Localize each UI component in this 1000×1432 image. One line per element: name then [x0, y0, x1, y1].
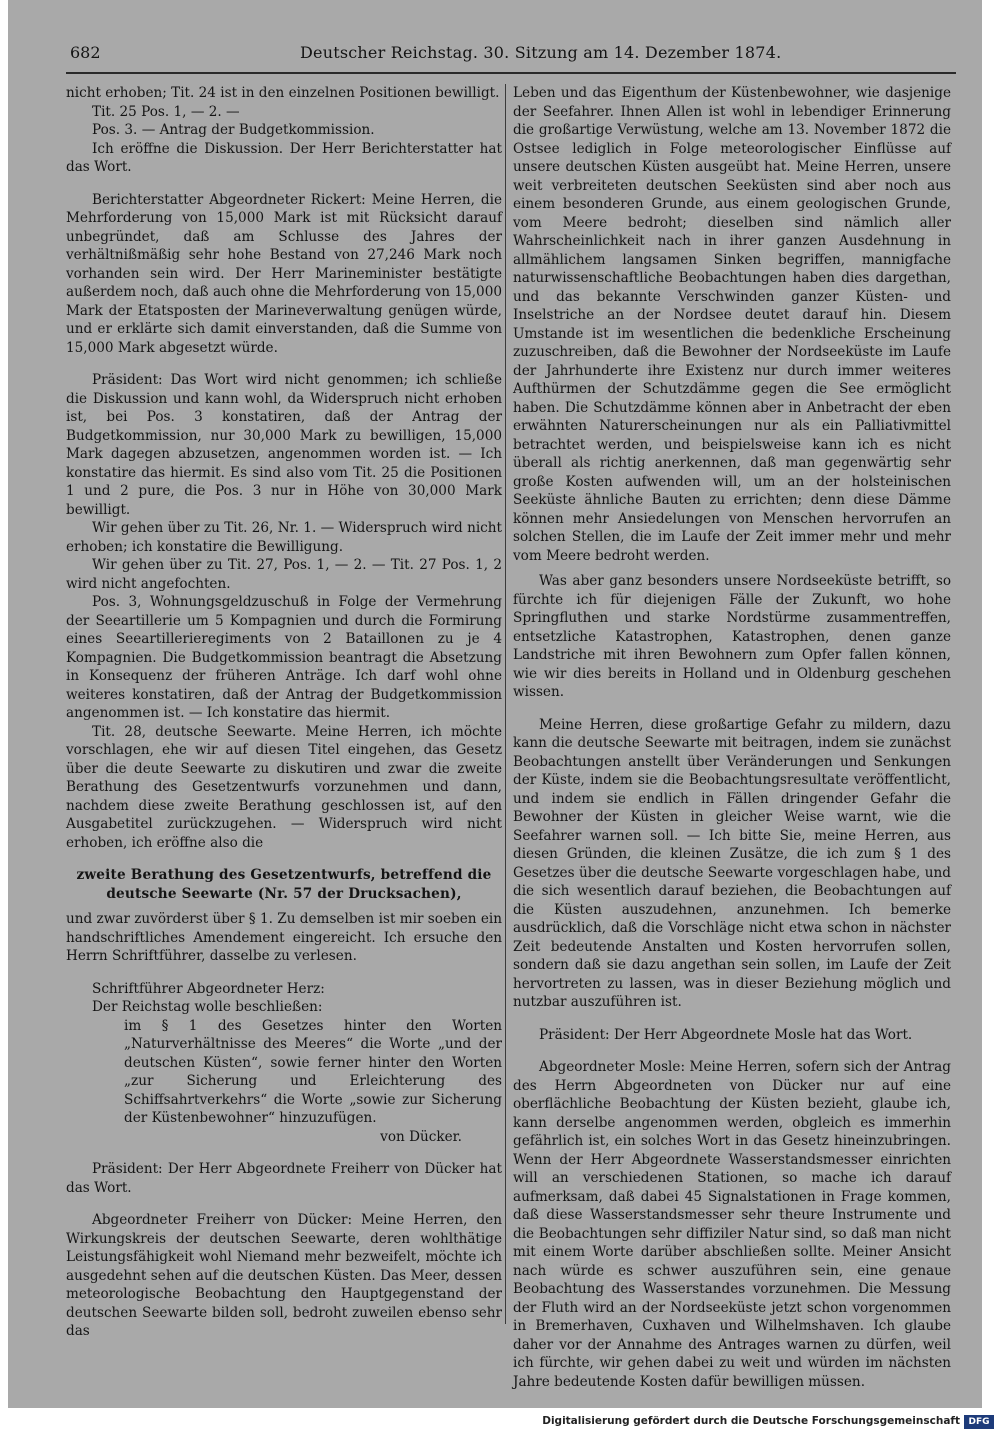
footer-bar	[0, 1414, 1000, 1432]
paragraph: Tit. 25 Pos. 1, — 2. —	[92, 103, 240, 120]
paragraph: Pos. 3. — Antrag der Budgetkommission.	[92, 122, 375, 138]
speech-duecker: Abgeordneter Freiherr von Dücker: Meine Herren, den Wirkungskreis der deutschen Seewarte, deren wohlthätige Leistungsfähigkeit wohl Niemand mehr bezweifelt, möchte ich ausgedehnt sehen auf die deutschen Küsten. Das Meer, dessen meteorologische Beobachtung den Hauptgegenstand der deutschen Seewarte bilden soll, bedroht zuweilen ebenso sehr das	[66, 1212, 502, 1339]
speech-president: Präsident: Der Herr Abgeordnete Freiherr von Dücker hat das Wort.	[66, 1161, 502, 1196]
right-column	[513, 84, 951, 1391]
amendment-text: im § 1 des Gesetzes hinter den Worten „Naturverhältnisse des Meeres“ die Worte „und der deutschen Küsten“, sowie ferner hinter den Worten „zur Sicherung und Erleichterung des Schiffsahrtverkehrs“ die Worte „sowie zur Sicherung der Küstenbewohner“ hinzuzufügen.	[124, 1017, 502, 1126]
column-divider	[505, 84, 506, 1324]
page-header	[70, 38, 950, 68]
paragraph: und zwar zuvörderst über § 1. Zu demselben ist mir soeben ein handschriftliches Amendement eingereicht. Ich ersuche den Herrn Schriftführer, dasselbe zu verlesen.	[66, 911, 502, 964]
section-heading: zweite Berathung des Gesetzentwurfs, betreffend die deutsche Seewarte (Nr. 57 der Drucksachen),	[76, 867, 492, 902]
speech-mosle: Abgeordneter Mosle: Meine Herren, sofern sich der Antrag des Herrn Abgeordneten von Dücker nur auf eine oberflächliche Beobachtung der Küsten bezieht, glaube ich, kann derselbe angenommen werden, obgleich es immerhin gefährlich ist, ein solches Wort in das Gesetz hineinzubringen. Wenn der Herr Abgeordnete Wasserstandsmesser einrichten will an verschiedenen Stationen, so mache ich darauf aufmerksam, daß dabei 45 Signalstationen in Frage kommen, daß diese Wasserstandsmesser sehr theure Instrumente und die Beobachtungen sehr diffiziler Natur sind, so daß man nicht mit einem Worte darüber abschließen sollte. Meiner Ansicht nach würde es schwer auszuführen sein, eine genaue Beobachtung des Wasserstandes vorzunehmen. Die Messung der Fluth wird an der Nordseeküste jetzt schon vorgenommen in Bremerhaven, Cuxhaven und Wilhelmshaven. Ich glaube daher vor der Annahme des Antrages warnen zu dürfen, weil ich fürchte, wir gehen dabei zu weit und würden im nächsten Jahre bedeutende Kosten dafür bewilligen müssen.	[513, 1059, 951, 1390]
dfg-logo: DFG	[964, 1415, 994, 1429]
paragraph: Wir gehen über zu Tit. 26, Nr. 1. — Widerspruch wird nicht erhoben; ich konstatire die Bewilligung.	[66, 520, 502, 555]
paragraph: Leben und das Eigenthum der Küstenbewohner, wie dasjenige der Seefahrer. Ihnen Allen ist wohl in lebendiger Erinnerung die großartige Verwüstung, welche am 13. November 1872 die Ostsee lediglich in Folge meteorologischer Einflüsse auf unsere deutschen Küsten ausgeübt hat. Meine Herren, unsere weit verbreiteten deutschen Seeküsten sind aber noch aus einem besonderen Grunde, aus einem geologischen Grunde, vom Meere bedroht; dieselben sind nämlich aller Wahrscheinlichkeit nach in ihrer ganzen Ausdehnung in allmählichem langsamen Sinken begriffen, mannigfache naturwissenschaftliche Beobachtungen haben dies dargethan, und das bekannte Verschwinden ganzer Küsten- und Inselstriche an der Nordsee deutet darauf hin. Diesem Umstande ist im wesentlichen die bedenkliche Erscheinung zuzuschreiben, daß die Bewohner der Nordseeküste im Laufe der Jahrhunderte ihre Existenz nur durch immer weiteres Aufthürmen der Schutzdämme gegen die See ermöglicht haben. Die Schutzdämme können aber in Anbetracht der eben erwähnten Naturerscheinungen nur als ein Palliativmittel betrachtet werden, und beispielsweise kann ich es nicht überall als richtig anerkennen, daß man gegenwärtig sehr große Kosten aufwenden will, um an der holsteinischen Seeküste ähnliche Bauten zu errichten; denn diese Dämme können mehr Ansiedelungen von Menschen hervorrufen an solchen Stellen, die im Laufe der Zeit immer mehr und mehr vom Meere bedroht werden.	[513, 85, 951, 564]
page-title: Deutscher Reichstag. 30. Sitzung am 14. Dezember 1874.	[300, 43, 782, 62]
paragraph: Ich eröffne die Diskussion. Der Herr Berichterstatter hat das Wort.	[66, 140, 502, 175]
scanned-page	[8, 0, 982, 1408]
speech-rickert: Berichterstatter Abgeordneter Rickert: Meine Herren, die Mehrforderung von 15,000 Mark ist mit Rücksicht darauf unbegründet, daß am Schlusse des Jahres der verhältnißmäßig sehr hohe Bestand von 27,246 Mark noch vorhanden sein wird. Der Herr Marineminister bestätigte außerdem noch, daß auch ohne die Mehrforderung von 15,000 Mark der Etatsposten der Marineverwaltung genügen würde, und er erklärte sich damit einverstanden, daß die Summe von 15,000 Mark abgesetzt würde.	[66, 191, 502, 356]
funding-credit: Digitalisierung gefördert durch die Deutsche Forschungsgemeinschaft	[542, 1415, 960, 1427]
speaker-herz: Schriftführer Abgeordneter Herz:	[92, 980, 325, 997]
paragraph: Wir gehen über zu Tit. 27, Pos. 1, — 2. — Tit. 27 Pos. 1, 2 wird nicht angefochten.	[66, 557, 502, 592]
left-column	[66, 84, 502, 1341]
paragraph: Meine Herren, diese großartige Gefahr zu mildern, dazu kann die deutsche Seewarte mit beitragen, indem sie zunächst Beobachtungen anstellt über Veränderungen und Senkungen der Küste, indem sie die Beobachtungsresultate veröffentlicht, und indem sie endlich in Fällen dringender Gefahr die Bewohner der Küsten in gleicher Weise warnt, wie die Seefahrer warnen soll. — Ich bitte Sie, meine Herren, aus diesen Gründen, die kleinen Zusätze, die ich zum § 1 des Gesetzes über die deutsche Seewarte vorgeschlagen habe, und die sich wesentlich darauf beziehen, die Beobachtungen auf die Küsten auszudehnen, anzunehmen. Ich bemerke ausdrücklich, daß die Vorschläge nicht etwa schon in nächster Zeit bedeutende Anstalten und Kosten hervorrufen sollen, sondern daß sie dazu angethan sein sollen, im Laufe der Zeit hervortreten zu lassen, was in dieser Beziehung möglich und nutzbar auszuführen ist.	[513, 716, 951, 1010]
paragraph: Pos. 3, Wohnungsgeldzuschuß in Folge der Vermehrung der Seeartillerie um 5 Kompagnien und durch die Formirung eines Seeartillerieregiments von 2 Bataillonen zu je 4 Kompagnien. Die Budgetkommission beantragt die Absetzung in Konsequenz der früheren Anträge. Ich darf wohl ohne weiteres konstatiren, daß der Antrag der Budgetkommission angenommen ist. — Ich konstatire das hiermit.	[66, 594, 502, 721]
paragraph: nicht erhoben; Tit. 24 ist in den einzelnen Positionen bewilligt.	[66, 85, 500, 101]
page-number: 682	[70, 43, 101, 62]
paragraph: Tit. 28, deutsche Seewarte. Meine Herren, ich möchte vorschlagen, ehe wir auf diesen Titel eingehen, das Gesetz über die deute Seewarte zu diskutiren und zwar die zweite Berathung des Gesetzentwurfs vorzunehmen und dann, nachdem diese zweite Berathung geschlossen ist, auf den Ausgabetitel zurückzugehen. — Widerspruch wird nicht erhoben, ich eröffne also die	[66, 723, 502, 851]
paragraph: Was aber ganz besonders unsere Nordseeküste betrifft, so fürchte ich für diejenigen Fälle der Zukunft, wo hohe Springfluthen und starke Nordstürme zusammentreffen, entsetzliche Katastrophen, Katastrophen, denen ganze Landstriche mit ihren Bewohnern zum Opfer fallen können, wie wir dies bereits in Holland und in Oldenburg geschehen wissen.	[513, 573, 951, 700]
speech-president: Präsident: Das Wort wird nicht genommen; ich schließe die Diskussion und kann wohl, da Widerspruch nicht erhoben ist, bei Pos. 3 konstatiren, daß der Antrag der Budgetkommission, nur 30,000 Mark zu bewilligen, 15,000 Mark dagegen abzusetzen, angenommen worden ist. — Ich konstatire das hiermit. Es sind also vom Tit. 25 die Positionen 1 und 2 pure, die Pos. 3 nur in Höhe von 30,000 Mark bewilligt.	[66, 372, 502, 518]
header-rule	[66, 72, 956, 74]
speech-president: Präsident: Der Herr Abgeordnete Mosle hat das Wort.	[539, 1026, 913, 1043]
motion-intro: Der Reichstag wolle beschließen:	[92, 999, 323, 1015]
amendment-signature: von Dücker.	[380, 1128, 462, 1145]
